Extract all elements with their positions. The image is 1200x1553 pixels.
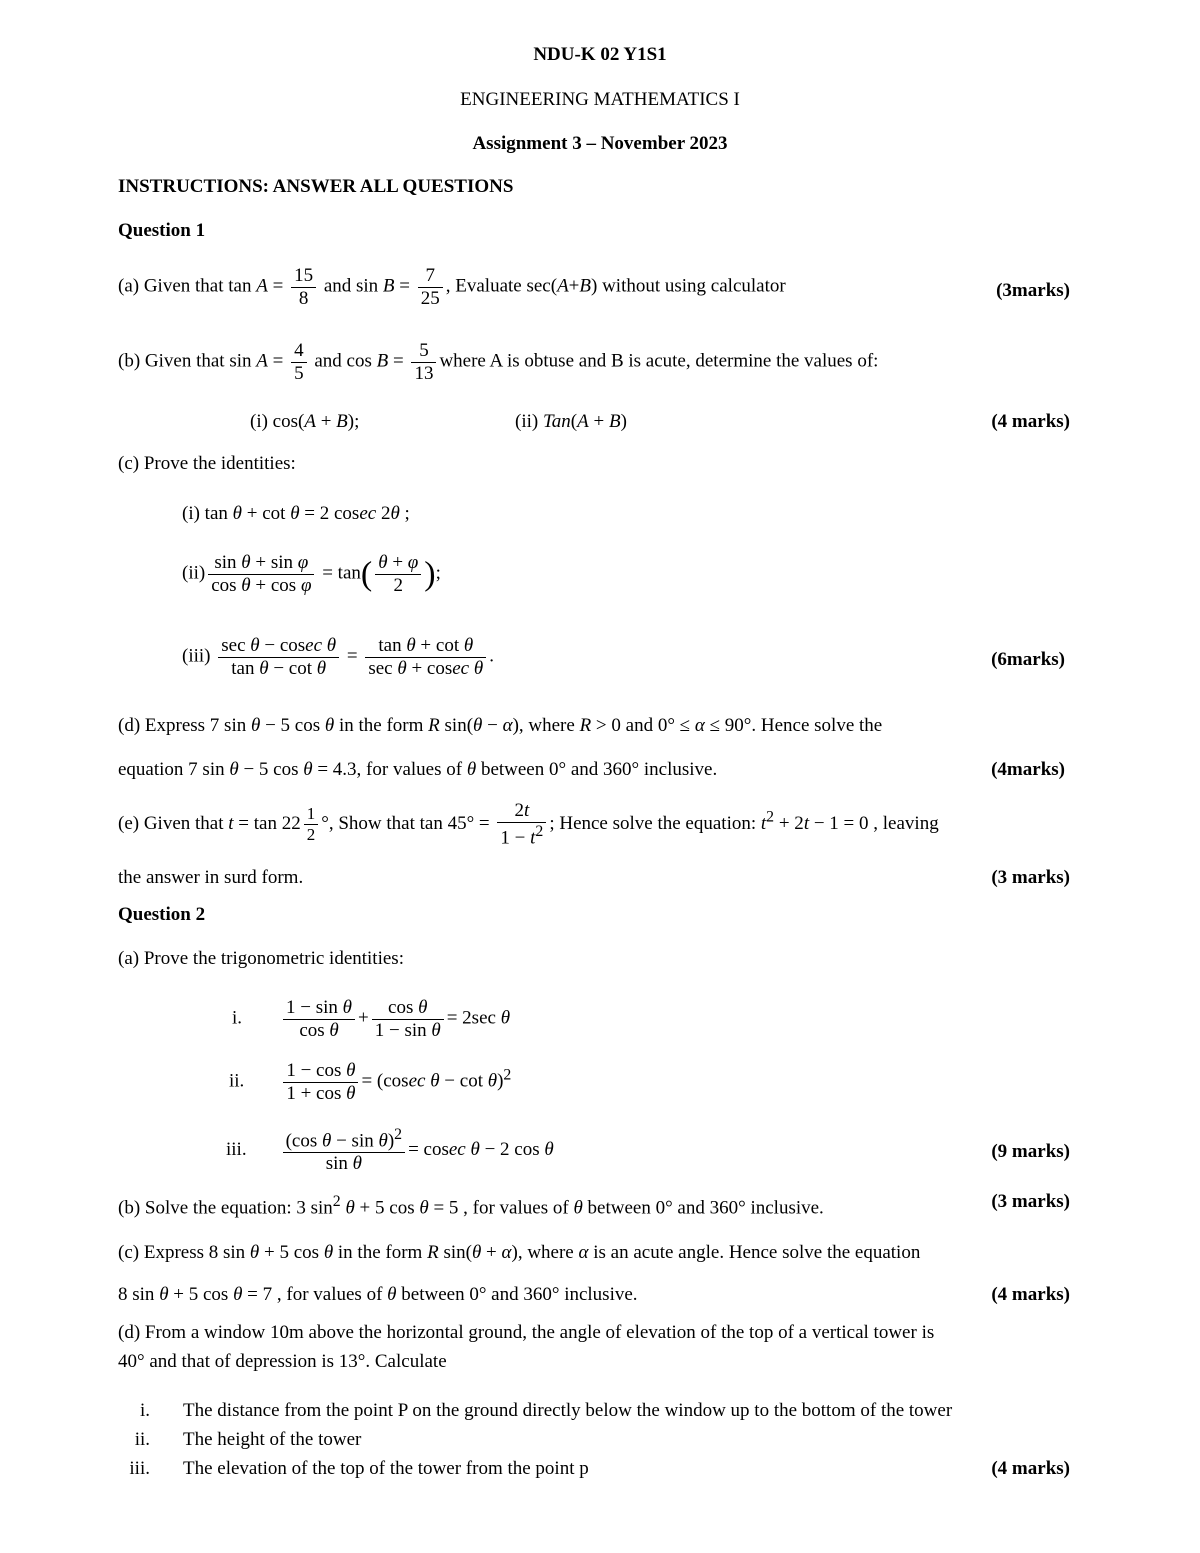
instructions: INSTRUCTIONS: ANSWER ALL QUESTIONS xyxy=(118,176,514,197)
q2-a-iii: iii. $\frac{(\cos \theta - \sin \theta)^2}{\text{sin θ}}$ = cosec θ − 2 cos θ xyxy=(226,1126,554,1175)
q1-c-iii: (iii) $\frac{\text{sec θ − cosec θ}}{\text{tan θ − cot θ}}$ = $\frac{\text{tan θ + cot θ}}{\text{sec θ + cosec θ}}$ . xyxy=(182,635,494,679)
q1-e-line2: the answer in surd form. xyxy=(118,867,304,888)
q1-e-marks: (3 marks) xyxy=(991,867,1070,888)
item-number: i. xyxy=(139,1400,150,1421)
q2-a: (a) Prove the trigonometric identities: xyxy=(118,948,404,969)
q2-d-marks: (4 marks) xyxy=(991,1458,1070,1479)
q2-c-line1: (c) Express 8 sin θ + 5 cos θ in the form R sin(θ + α), where α is an acute angle. Hence solve the equation xyxy=(118,1242,921,1263)
item-text: The distance from the point P on the ground directly below the window up to the bottom of the tower xyxy=(183,1400,953,1421)
q1-d-line1: (d) Express 7 sin θ − 5 cos θ in the form R sin(θ − α), where R > 0 and 0° ≤ α ≤ 90°. Hence solve the xyxy=(118,715,883,736)
q2-d-line2: 40° and that of depression is 13°. Calculate xyxy=(118,1351,447,1372)
item-number: ii. xyxy=(134,1429,150,1450)
q1-c: (c) Prove the identities: xyxy=(118,453,296,474)
q2-b: (b) Solve the equation: 3 $\sin^2 \theta + 5$ cos θ = 5 , for values of θ between 0° and 360° inclusive. xyxy=(118,1193,824,1219)
q1-a: (a) Given that tan A = $\frac{15}{8}$ and sin B = $\frac{7}{25}$ , Evaluate sec(A+B) without using calculator xyxy=(118,265,786,309)
q1-c-ii: (ii) $\frac{\text{sin θ + sin φ}}{\text{cos θ + cos φ}}$ = tan( $\frac{\theta + \varphi}{2}$ ); xyxy=(182,552,441,596)
q2-b-marks: (3 marks) xyxy=(991,1191,1070,1212)
q2-d-line1: (d) From a window 10m above the horizontal ground, the angle of elevation of the top of a vertical tower is xyxy=(118,1322,935,1343)
assignment-title: Assignment 3 – November 2023 xyxy=(472,133,728,154)
q2-a-ii: ii. $\frac{\text{1 − cos θ}}{\text{1 + cos θ}}$ = (cosec θ − cot θ)$^2$ xyxy=(229,1060,512,1104)
item-text: The elevation of the top of the tower from the point p xyxy=(183,1458,589,1479)
q2-c-marks: (4 marks) xyxy=(991,1284,1070,1305)
question-1-title: Question 1 xyxy=(118,220,206,241)
q1-b-ii: (ii) Tan(A + B) xyxy=(515,411,627,432)
item-text: The height of the tower xyxy=(183,1429,362,1450)
q2-c-line2: 8 sin θ + 5 cos θ = 7 , for values of θ between 0° and 360° inclusive. xyxy=(118,1284,638,1305)
q1-a-marks: (3marks) xyxy=(996,280,1070,301)
q1-c-i: (i) tan θ + cot θ = 2 cosec 2θ ; xyxy=(182,503,410,524)
q1-d-line2: equation 7 sin θ − 5 cos θ = 4.3, for values of θ between 0° and 360° inclusive. xyxy=(118,759,718,780)
course-title: ENGINEERING MATHEMATICS I xyxy=(460,89,740,110)
course-code: NDU-K 02 Y1S1 xyxy=(533,44,667,65)
q1-e-line1: (e) Given that t = tan 22 $\frac{1}{2}$ °, Show that tan 45° = $\frac{2t}{1 - t^2}$ ; Hence solve the equation: $t^2 + 2t - 1 = 0$ , leaving xyxy=(118,800,939,849)
q1-b: (b) Given that sin A = $\frac{4}{5}$ and cos B = $\frac{5}{13}$ where A is obtuse and B is acute, determine the values of: xyxy=(118,340,879,384)
q1-d-marks: (4marks) xyxy=(991,759,1065,780)
q2-a-marks: (9 marks) xyxy=(991,1141,1070,1162)
q1-b-marks: (4 marks) xyxy=(991,411,1070,432)
q1-b-i: (i) cos(A + B); xyxy=(250,411,360,432)
q2-a-i: i. $\frac{\text{1 − sin θ}}{\text{cos θ}}$ + $\frac{\text{cos θ}}{\text{1 − sin θ}}$ = 2sec θ xyxy=(232,997,511,1041)
item-number: iii. xyxy=(129,1458,150,1479)
question-2-title: Question 2 xyxy=(118,904,206,925)
q1-c-marks: (6marks) xyxy=(991,649,1065,670)
